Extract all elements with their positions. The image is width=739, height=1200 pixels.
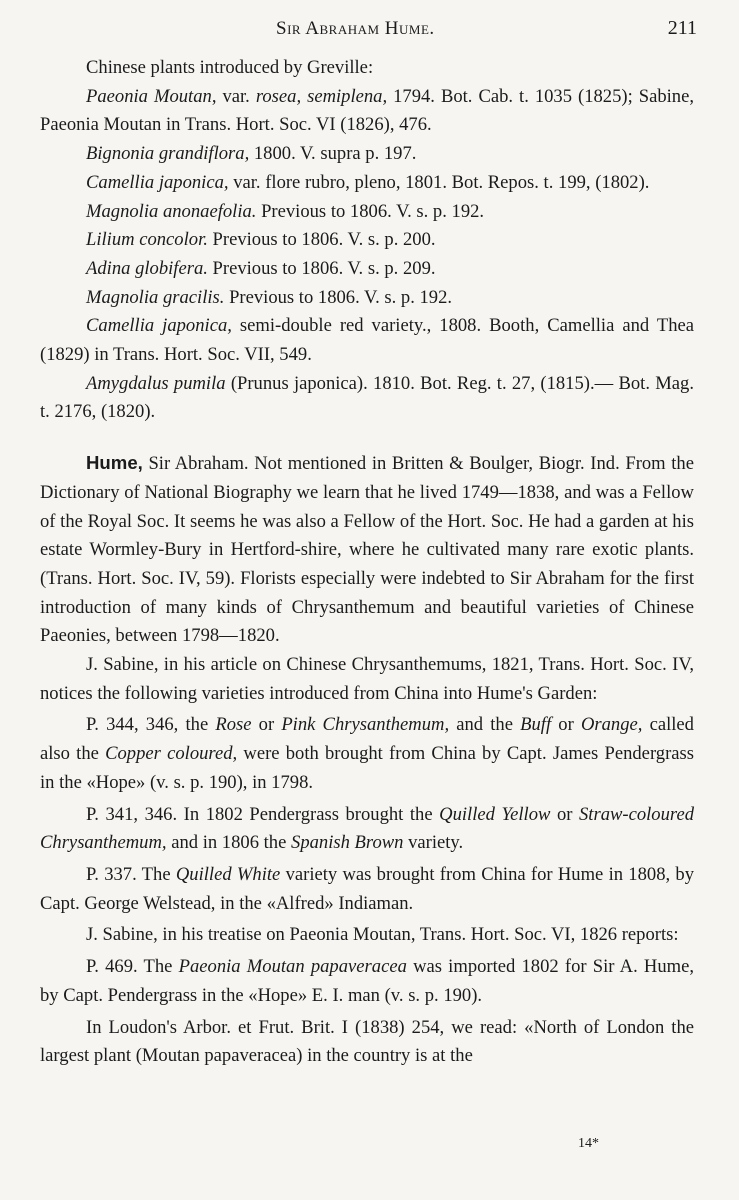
note-p337 — [40, 861, 694, 918]
entry-taxon: Magnolia anonaefolia. — [86, 200, 257, 222]
sabine-paeonia-paragraph: J. Sabine, in his treatise on Paeonia Moutan, Trans. Hort. Soc. VI, 1826 reports: — [86, 924, 679, 946]
greville-intro: Chinese plants introduced by Greville: — [86, 57, 374, 78]
text-run: or — [551, 714, 581, 736]
variety-name: Quilled Yellow — [439, 803, 551, 825]
text-run: P. 344, 346, the — [86, 714, 216, 736]
entry-taxon: Lilium concolor. — [86, 229, 208, 251]
entry-taxon: Adina globifera. — [86, 257, 208, 279]
entry-var: , var. — [211, 85, 256, 107]
note-p344 — [40, 711, 694, 797]
entry-taxon: Camellia japonica, — [86, 315, 232, 337]
greville-entry-magnolia-anonaefolia — [40, 198, 694, 227]
variety-name: Copper coloured, — [105, 743, 238, 765]
page-header — [0, 14, 739, 44]
text-run: and the — [449, 714, 521, 736]
text-run: called also the — [40, 714, 694, 765]
greville-entry-amygdalus — [40, 370, 694, 427]
head-word: Hume, — [86, 452, 143, 474]
variety-name: Orange, — [580, 714, 643, 736]
text-run: and in 1806 the — [166, 832, 292, 854]
greville-entry-adina — [40, 255, 694, 284]
note-p469 — [40, 953, 694, 1010]
note-p341 — [40, 801, 694, 858]
hume-biography: Sir Abraham. Not mentioned in Britten & Boulger, Biogr. Ind. From the Dictionary of National Biography we learn that he lived 1749—1838, and was a Fellow of the Royal Soc. It seems he was also a Fellow of the Hort. Soc. He had a garden at his estate Wormley-Bury in Hertford-shire, where he cultivated many rare exotic plants. (Trans. Hort. Soc. IV, 59). Florists especially were indebted to Sir Abraham for the first introduction of many kinds of Chrysanthemum and beautiful varieties of Chinese Paeonies, between 1798—1820. — [40, 453, 694, 647]
greville-entry-magnolia-gracilis — [40, 284, 694, 313]
entry-variety: rosea, semiplena, — [255, 85, 388, 107]
entry-citation: 1800. V. supra p. 197. — [249, 143, 417, 165]
text-run: variety was brought from China for Hume in 1808, by Capt. George Welstead, in the «Alfred» Indiaman. — [40, 863, 695, 914]
body-text — [40, 54, 694, 1071]
greville-entry-camellia-1808 — [40, 312, 694, 369]
entry-citation: Previous to 1806. V. s. p. 200. — [207, 229, 436, 251]
loudon-paragraph: In Loudon's Arbor. et Frut. Brit. I (1838) 254, we read: «North of London the largest plant (Moutan papaveracea) in the country is at the — [40, 1016, 694, 1067]
greville-entry-lilium — [40, 226, 694, 255]
text-run: were both brought from China by Capt. James Pendergrass in the «Hope» (v. s. p. 190), in 1798. — [40, 743, 695, 793]
entry-citation: semi-double red variety., 1808. Booth, Camellia and Thea (1829) in Trans. Hort. Soc. VII, 549. — [40, 315, 695, 366]
entry-taxon: Paeonia Moutan — [86, 85, 212, 107]
entry-citation: Previous to 1806. V. s. p. 209. — [207, 257, 436, 279]
variety-name: Buff — [520, 714, 552, 736]
text-run: P. 469. The — [86, 956, 179, 978]
variety-name: Pink Chrysanthemum, — [281, 714, 450, 736]
text-run: or — [251, 714, 282, 736]
entry-taxon: Camellia japonica, — [86, 171, 229, 193]
greville-entry-paeonia — [40, 83, 694, 140]
variety-name: Quilled White — [175, 863, 281, 885]
text-run: P. 341, 346. In 1802 Pendergrass brought the — [86, 803, 440, 825]
entry-taxon: Bignonia grandiflora, — [86, 143, 250, 165]
entry-citation: var. flore rubro, pleno, 1801. Bot. Repos. t. 199, (1802). — [228, 171, 650, 193]
text-run: or — [550, 803, 579, 825]
entry-taxon: Magnolia gracilis. — [86, 286, 225, 308]
text-run: variety. — [403, 832, 464, 854]
variety-name: Straw-coloured Chrysanthemum, — [40, 803, 694, 854]
variety-name: Rose — [215, 714, 252, 736]
entry-citation: Previous to 1806. V. s. p. 192. — [224, 286, 453, 308]
page-number: 211 — [667, 17, 697, 39]
text-run: was imported 1802 for Sir A. Hume, by Capt. Pendergrass in the «Hope» E. I. man (v. s. p. 190). — [40, 956, 695, 1006]
sabine-chrysanthemum-paragraph: J. Sabine, in his article on Chinese Chrysanthemums, 1821, Trans. Hort. Soc. IV, notices the following varieties introduced from China into Hume's Garden: — [40, 654, 694, 704]
running-head: Sir Abraham Hume. — [276, 18, 435, 39]
hume-entry — [40, 449, 694, 651]
greville-entry-bignonia — [40, 140, 694, 169]
greville-entry-camellia-1801 — [40, 169, 694, 198]
entry-citation: 1794. Bot. Cab. t. 1035 (1825); Sabine, Paeonia Moutan in Trans. Hort. Soc. VI (1826), 476. — [40, 85, 695, 136]
variety-name: Paeonia Moutan papaveracea — [178, 956, 407, 978]
entry-citation: (Prunus japonica). 1810. Bot. Reg. t. 27, (1815).— Bot. Mag. t. 2176, (1820). — [40, 372, 694, 423]
entry-taxon: Amygdalus pumila — [86, 372, 226, 394]
signature-mark: 14* — [578, 1136, 599, 1151]
variety-name: Spanish Brown — [291, 832, 404, 854]
text-run: P. 337. The — [86, 863, 176, 885]
entry-citation: Previous to 1806. V. s. p. 192. — [256, 200, 485, 222]
